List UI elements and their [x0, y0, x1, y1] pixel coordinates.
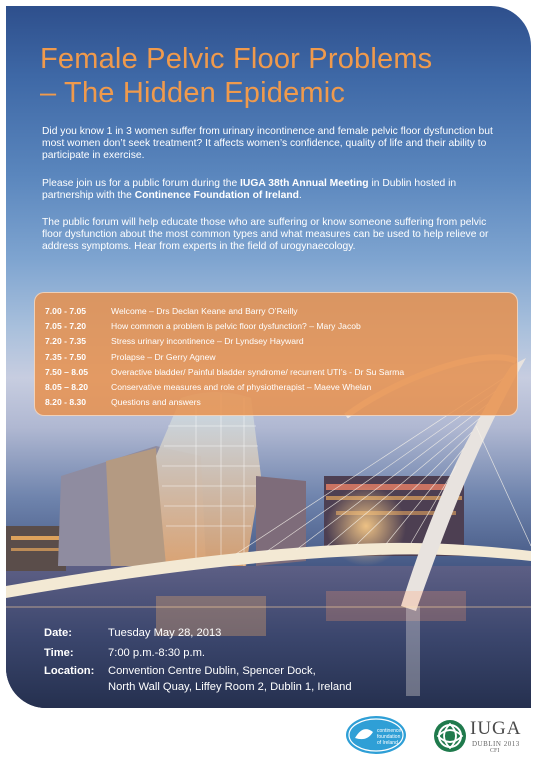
schedule-desc: Questions and answers: [111, 397, 201, 408]
location-line-2: North Wall Quay, Liffey Room 2, Dublin 1, Ireland: [108, 680, 352, 693]
p2-text: Please join us for a public forum during the: [42, 178, 241, 189]
schedule-row: [45, 379, 517, 394]
schedule-time: 7.35 - 7.50: [45, 351, 87, 362]
poster: [6, 6, 531, 708]
schedule-row: [45, 364, 517, 379]
date-label: Date:: [44, 627, 72, 639]
glass-atrium: [156, 392, 261, 566]
continence-foundation-logo: [345, 714, 407, 756]
location-line-1: Convention Centre Dublin, Spencer Dock,: [108, 665, 316, 677]
date-row: [44, 626, 352, 642]
schedule-desc: Welcome – Drs Declan Keane and Barry O’Reilly: [111, 305, 298, 316]
title-line-1: Female Pelvic Floor Problems: [40, 43, 433, 75]
iuga-subtitle-2: CFI: [490, 748, 500, 754]
poster-title: [40, 42, 510, 110]
p2-text: .: [298, 190, 302, 202]
schedule-time: 7.20 - 7.35: [45, 336, 87, 347]
title-line-2: – The Hidden Epidemic: [40, 77, 346, 109]
iuga-wordmark: IUGA: [470, 718, 522, 739]
intro-paragraph-1: Did you know 1 in 3 women suffer from urinary incontinence and female pelvic floor dysfunction but most women don’t seek treatment? It affects women’s confidence, quality of life and their ability to participate in exercise.: [42, 126, 493, 162]
schedule-time: 7.50 – 8.05: [45, 366, 89, 377]
schedule-desc: How common a problem is pelvic floor dysfunction? – Mary Jacob: [111, 320, 361, 331]
event-details: [44, 626, 352, 695]
intro-paragraph-2: [42, 178, 502, 202]
schedule-row: [45, 318, 517, 333]
schedule-desc: Conservative measures and role of physiotherapist – Maeve Whelan: [111, 382, 372, 393]
schedule-desc: Prolapse – Dr Gerry Agnew: [111, 351, 216, 362]
iuga-logo: [432, 716, 528, 758]
p2-text: in Dublin hosted in partnership with the: [42, 178, 457, 202]
schedule-time: 7.05 - 7.20: [45, 320, 87, 331]
schedule-desc: Overactive bladder/ Painful bladder syndrome/ recurrent UTI’s - Dr Su Sarma: [111, 366, 405, 377]
time-row: [44, 646, 352, 662]
schedule-time: 8.05 – 8.20: [45, 382, 89, 393]
sponsor-logos: [340, 712, 530, 762]
iuga-subtitle: DUBLIN 2013: [472, 740, 520, 748]
schedule-row: [45, 303, 517, 318]
celtic-knot-icon: [432, 718, 468, 754]
schedule-row: [45, 395, 517, 410]
intro-paragraph-3: The public forum will help educate those who are suffering or know someone suffering from pelvic floor dysfunction about the most common types and what measures can be used to help relieve or address symptoms. Hear from experts in the field of urogynaecology.: [42, 217, 489, 253]
time-label: Time:: [44, 646, 74, 659]
meeting-name: IUGA 38th Annual Meeting: [240, 178, 369, 189]
cfi-text-1: continence: [377, 728, 402, 734]
schedule-row: [45, 349, 517, 364]
location-value: [108, 664, 352, 695]
schedule-time: 8.20 - 8.30: [45, 397, 87, 408]
cfi-text-2: foundation: [377, 734, 401, 740]
schedule-box: [34, 292, 518, 416]
location-label: Location:: [44, 665, 95, 677]
cfi-text-3: of Ireland: [377, 740, 398, 746]
date-value: Tuesday May 28, 2013: [108, 627, 222, 639]
location-row: [44, 664, 352, 695]
time-value: 7:00 p.m.-8:30 p.m.: [108, 646, 206, 659]
schedule-row: [45, 334, 517, 349]
schedule-desc: Stress urinary incontinence – Dr Lyndsey Hayward: [111, 336, 304, 347]
partner-name: Continence Foundation of Ireland: [134, 190, 299, 202]
schedule-time: 7.00 - 7.05: [45, 305, 87, 316]
